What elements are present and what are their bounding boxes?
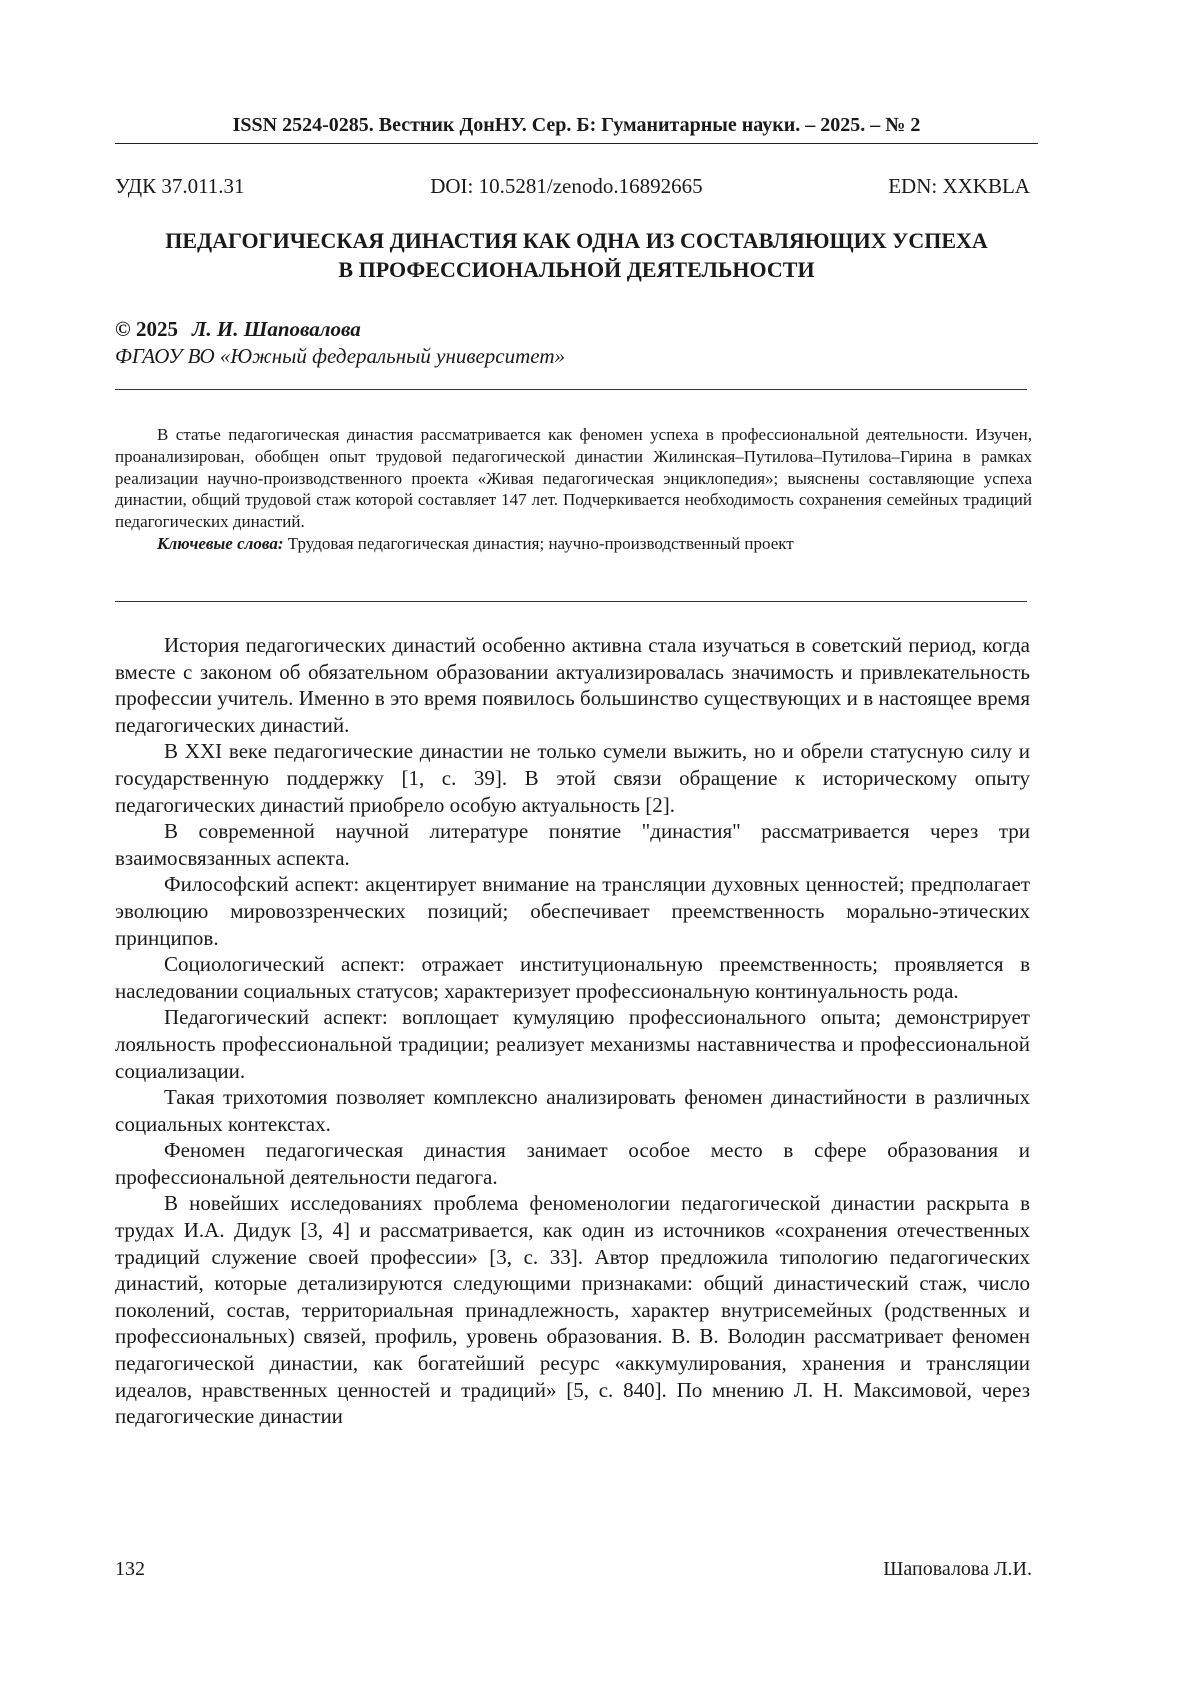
doi: DOI: 10.5281/zenodo.16892665 xyxy=(430,174,703,198)
body-paragraph: Педагогический аспект: воплощает кумуляцию профессионального опыта; демонстрирует лояльность профессиональной традиции; реализует механизмы наставничества и профессиональной социализации. xyxy=(115,1005,1030,1083)
copyright: © 2025 xyxy=(115,317,178,341)
page-number: 132 xyxy=(115,1558,145,1580)
title-line-1: ПЕДАГОГИЧЕСКАЯ ДИНАСТИЯ КАК ОДНА ИЗ СОСТАВЛЯЮЩИХ УСПЕХА xyxy=(165,228,988,253)
affiliation: ФГАОУ ВО «Южный федеральный университет» xyxy=(115,344,565,368)
running-author: Шаповалова Л.И. xyxy=(883,1558,1032,1580)
body-paragraph: Философский аспект: акцентирует внимание на трансляции духовных ценностей; предполагает эволюцию мировоззренческих позиций; обеспечивает преемственность морально-этических принципов. xyxy=(115,872,1030,950)
article-title xyxy=(110,226,1043,284)
header-divider xyxy=(115,143,1038,144)
identifiers-row xyxy=(115,172,1030,200)
keywords xyxy=(115,533,1032,555)
body-paragraph: Феномен педагогическая династия занимает особое место в сфере образования и профессиональной деятельности педагога. xyxy=(115,1138,1030,1189)
edn: EDN: XXKBLA xyxy=(888,174,1030,198)
keywords-text: Трудовая педагогическая династия; научно-производственный проект xyxy=(287,533,794,553)
body-paragraph: В современной научной литературе понятие "династия" рассматривается через три взаимосвязанных аспекта. xyxy=(115,819,1030,870)
body-paragraph: История педагогических династий особенно активна стала изучаться в советский период, когда вместе с законом об обязательном образовании актуализировалась значимость и привлекательность профессии учитель. Именно в это время появилось большинство существующих и в настоящее время педагогических династий. xyxy=(115,633,1030,737)
abstract-bottom-divider xyxy=(115,601,1027,602)
article-body xyxy=(115,632,1030,1430)
title-line-2: В ПРОФЕССИОНАЛЬНОЙ ДЕЯТЕЛЬНОСТИ xyxy=(338,257,815,282)
running-head: ISSN 2524-0285. Вестник ДонНУ. Сер. Б: Гуманитарные науки. – 2025. – № 2 xyxy=(232,114,921,136)
abstract xyxy=(115,424,1032,555)
page-footer xyxy=(115,1556,1032,1582)
abstract-top-divider xyxy=(115,389,1027,390)
body-paragraph: Социологический аспект: отражает институциональную преемственность; проявляется в наследовании социальных статусов; характеризует профессиональную континуальность рода. xyxy=(115,952,1030,1003)
body-paragraph: В XXI веке педагогические династии не только сумели выжить, но и обрели статусную силу и государственную поддержку [1, с. 39]. В этой связи обращение к историческому опыту педагогических династий приобрело особую актуальность [2]. xyxy=(115,739,1030,817)
body-paragraph: В новейших исследованиях проблема феноменологии педагогической династии раскрыта в трудах И.А. Дидук [3, 4] и рассматривается, как один из источников «сохранения отечественных традиций служение своей профессии» [3, с. 33]. Автор предложила типологию педагогических династий, которые детализируются следующими признаками: общий династический стаж, число поколений, состав, территориальная принадлежность, характер внутрисемейных (родственных и профессиональных) связей, профиль, уровень образования. В. В. Володин рассматривает феномен педагогической династии, как богатейший ресурс «аккумулирования, хранения и трансляции идеалов, нравственных ценностей и традиций» [5, с. 840]. По мнению Л. Н. Максимовой, через педагогические династии xyxy=(115,1191,1030,1429)
abstract-text: В статье педагогическая династия рассматривается как феномен успеха в профессиональной деятельности. Изучен, проанализирован, обобщен опыт трудовой педагогической династии Жилинская–Путилова–Путилова–Гирина в рамках реализации научно-производственного проекта «Живая педагогическая энциклопедия»; выяснены составляющие успеха династии, общий трудовой стаж которой составляет 147 лет. Подчеркивается необходимость сохранения семейных традиций педагогических династий. xyxy=(115,425,1032,532)
author-name: Л. И. Шаповалова xyxy=(191,317,361,341)
body-paragraph: Такая трихотомия позволяет комплексно анализировать феномен династийности в различных социальных контекстах. xyxy=(115,1085,1030,1136)
keywords-label: Ключевые слова: xyxy=(157,533,284,553)
udc-code: УДК 37.011.31 xyxy=(115,174,245,198)
byline xyxy=(115,315,361,343)
